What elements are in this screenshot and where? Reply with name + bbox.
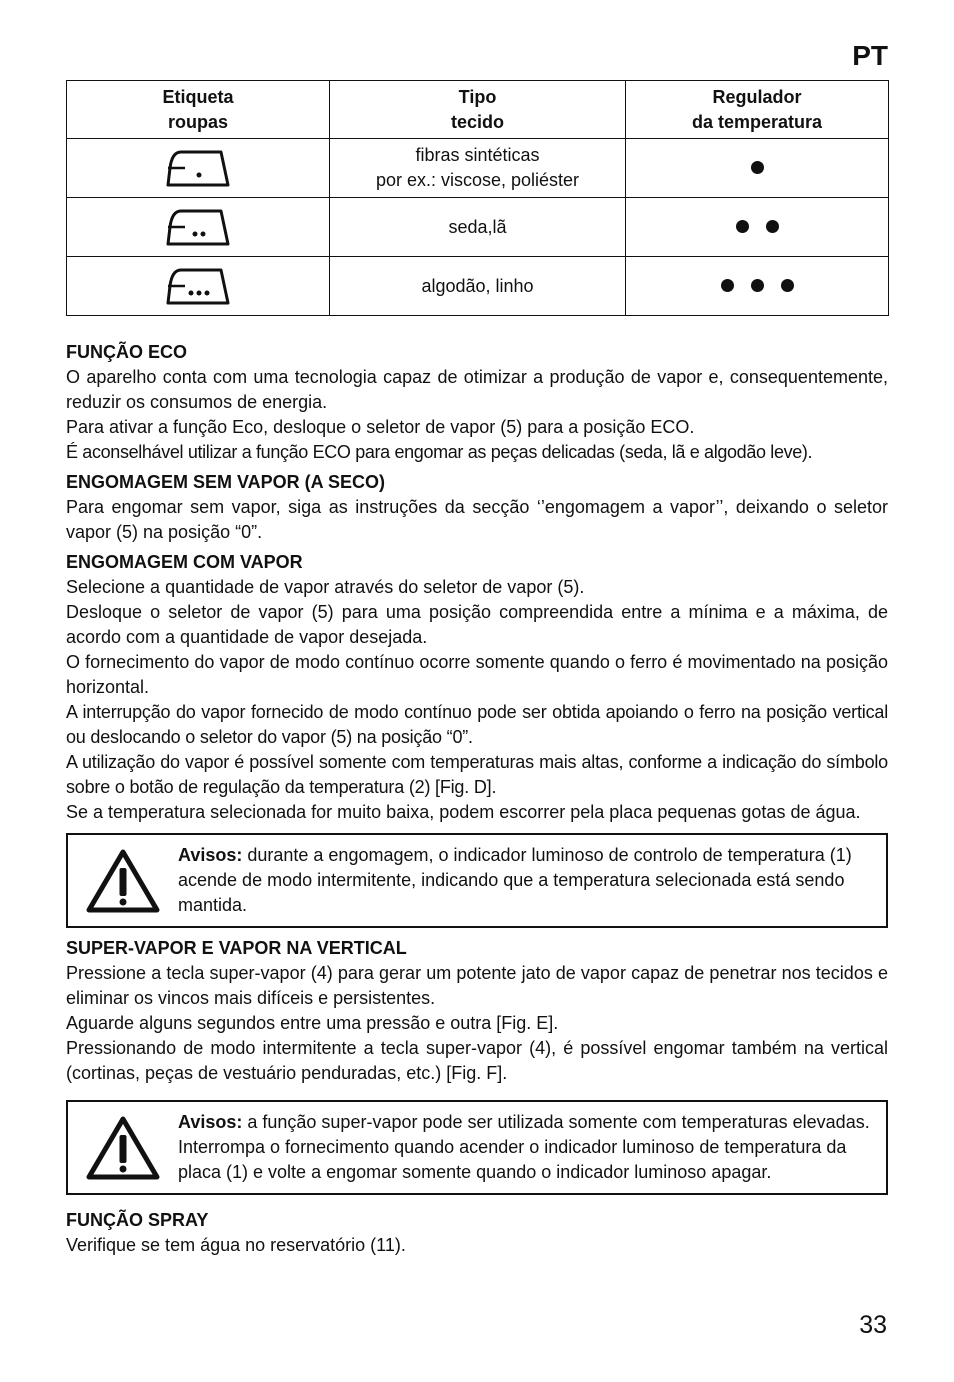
table-row xyxy=(67,198,889,257)
header-etiqueta: Etiqueta roupas xyxy=(67,81,330,139)
warning-text: Avisos: durante a engomagem, o indicador luminoso de controlo de temperatura (1) acende de modo intermitente, indicando que a temperatura selecionada está sendo mantida. xyxy=(178,845,852,915)
section-title-steam: ENGOMAGEM COM VAPOR xyxy=(66,552,303,572)
care-icon-cell xyxy=(67,139,330,198)
warning-triangle-icon xyxy=(86,848,160,914)
dry-paragraph: Para engomar sem vapor, siga as instruções da secção ‘’engomagem a vapor’’, deixando o seletor vapor (5) na posição “0”. xyxy=(66,497,888,542)
eco-paragraph: Para ativar a função Eco, desloque o seletor de vapor (5) para a posição ECO. xyxy=(66,417,695,437)
care-label-table xyxy=(66,80,889,316)
warning-box xyxy=(66,1100,888,1195)
fabric-cell: fibras sintéticas por ex.: viscose, poliéster xyxy=(330,139,626,198)
header-regulador: Regulador da temperatura xyxy=(626,81,889,139)
section-title-spray: FUNÇÃO SPRAY xyxy=(66,1210,209,1230)
temperature-dots xyxy=(736,220,779,233)
temperature-cell xyxy=(626,139,889,198)
table-row xyxy=(67,139,889,198)
iron-three-dots-icon xyxy=(165,266,231,306)
fabric-cell: algodão, linho xyxy=(330,257,626,316)
header-tipo: Tipo tecido xyxy=(330,81,626,139)
temperature-dots xyxy=(721,279,794,292)
steam-paragraph: Se a temperatura selecionada for muito baixa, podem escorrer pela placa pequenas gotas de água. xyxy=(66,802,861,822)
temperature-cell xyxy=(626,198,889,257)
table-row xyxy=(67,257,889,316)
fabric-cell: seda,lã xyxy=(330,198,626,257)
care-icon-cell xyxy=(67,257,330,316)
steam-paragraph: Selecione a quantidade de vapor através do seletor de vapor (5). xyxy=(66,577,585,597)
iron-two-dots-icon xyxy=(165,207,231,247)
eco-paragraph: É aconselhável utilizar a função ECO para engomar as peças delicadas (seda, lã e algodão leve). xyxy=(66,442,813,462)
language-code: PT xyxy=(852,40,888,71)
section-title-eco: FUNÇÃO ECO xyxy=(66,342,187,362)
iron-one-dot-icon xyxy=(165,148,231,188)
steam-paragraph: A interrupção do vapor fornecido de modo contínuo pode ser obtida apoiando o ferro na posição vertical ou deslocando o seletor do vapor (5) na posição “0”. xyxy=(66,702,888,747)
steam-paragraph: A utilização do vapor é possível somente com temperaturas mais altas, conforme a indicação do símbolo sobre o botão de regulação da temperatura (2) [Fig. D]. xyxy=(66,752,888,797)
eco-paragraph: O aparelho conta com uma tecnologia capaz de otimizar a produção de vapor e, consequentemente, reduzir os consumos de energia. xyxy=(66,367,888,412)
warning-label: Avisos: xyxy=(178,1112,243,1132)
supersteam-paragraph: Pressione a tecla super-vapor (4) para gerar um potente jato de vapor capaz de penetrar nos tecidos e eliminar os vincos mais difíceis e persistentes. xyxy=(66,963,888,1008)
warning-text: Interrompa o fornecimento quando acender o indicador luminoso de temperatura da placa (1) e volte a engomar somente quando o indicador luminoso apagar. xyxy=(178,1137,847,1182)
section-title-dry: ENGOMAGEM SEM VAPOR (A SECO) xyxy=(66,472,386,492)
supersteam-paragraph: Pressionando de modo intermitente a tecla super-vapor (4), é possível engomar também na vertical (cortinas, peças de vestuário penduradas, etc.) [Fig. F]. xyxy=(66,1038,888,1083)
table-header-row xyxy=(67,81,889,139)
section-title-supersteam: SUPER-VAPOR E VAPOR NA VERTICAL xyxy=(66,938,407,958)
page-number: 33 xyxy=(859,1311,887,1339)
temperature-dots xyxy=(751,161,764,174)
care-icon-cell xyxy=(67,198,330,257)
temperature-cell xyxy=(626,257,889,316)
warning-text: Avisos: a função super-vapor pode ser utilizada somente com temperaturas elevadas. xyxy=(178,1112,870,1132)
supersteam-paragraph: Aguarde alguns segundos entre uma pressão e outra [Fig. E]. xyxy=(66,1013,559,1033)
warning-triangle-icon xyxy=(86,1115,160,1181)
steam-paragraph: Desloque o seletor de vapor (5) para uma posição compreendida entre a mínima e a máxima, de acordo com a quantidade de vapor desejada. xyxy=(66,602,888,647)
warning-label: Avisos: xyxy=(178,845,243,865)
steam-paragraph: O fornecimento do vapor de modo contínuo ocorre somente quando o ferro é movimentado na posição horizontal. xyxy=(66,652,888,697)
spray-paragraph: Verifique se tem água no reservatório (11). xyxy=(66,1235,406,1255)
warning-box xyxy=(66,833,888,928)
main-content xyxy=(66,340,888,1258)
